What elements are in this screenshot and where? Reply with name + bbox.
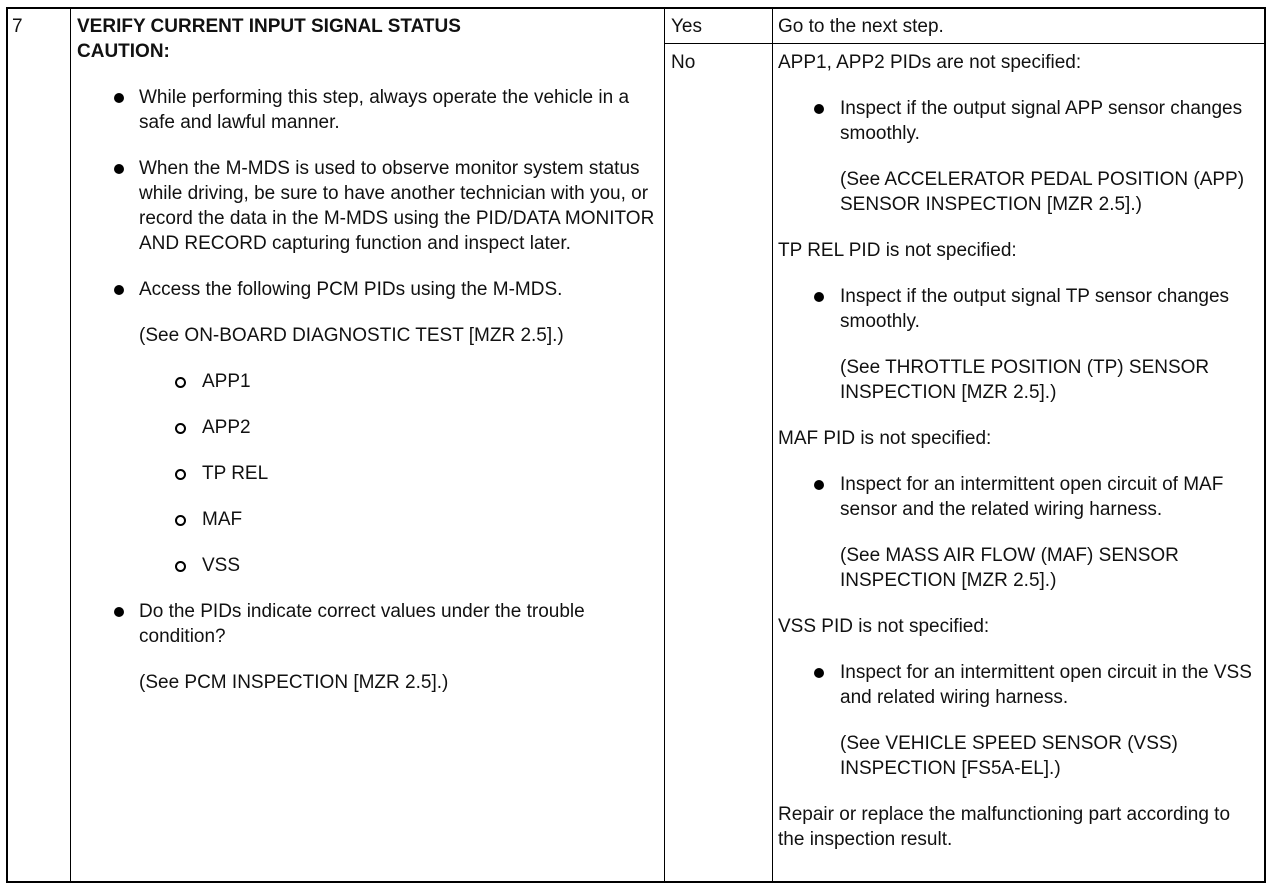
no-section-bullet: Inspect if the output signal APP sensor changes smoothly. bbox=[778, 96, 1258, 146]
pid-item: MAF bbox=[77, 507, 667, 532]
step-title: VERIFY CURRENT INPUT SIGNAL STATUS bbox=[77, 16, 461, 37]
caution-bullet: When the M-MDS is used to observe monitor system status while driving, be sure to have another technician with you, or record the data in the M-MDS using the PID/DATA MONITOR AND RECORD capturing function and inspect later. bbox=[77, 156, 667, 256]
step-content bbox=[77, 14, 667, 695]
pid-note: (See PCM INSPECTION [MZR 2.5].) bbox=[139, 672, 449, 693]
caution-label: CAUTION: bbox=[77, 41, 170, 62]
pid-item: VSS bbox=[77, 553, 667, 578]
pid-item: TP REL bbox=[77, 461, 667, 486]
no-label: No bbox=[671, 52, 696, 73]
column-divider bbox=[70, 9, 71, 881]
question-bullets bbox=[77, 599, 667, 649]
no-section-bullet: Inspect for an intermittent open circuit of MAF sensor and the related wiring harness. bbox=[778, 472, 1258, 522]
pid-item: APP1 bbox=[77, 369, 667, 394]
access-note: (See ON-BOARD DIAGNOSTIC TEST [MZR 2.5].) bbox=[139, 325, 564, 346]
no-section-bullet: Inspect if the output signal TP sensor changes smoothly. bbox=[778, 284, 1258, 334]
row-divider bbox=[664, 43, 1264, 44]
no-actions bbox=[778, 50, 1258, 852]
no-section-reference: (See VEHICLE SPEED SENSOR (VSS) INSPECTION [FS5A-EL].) bbox=[840, 733, 1178, 779]
caution-bullets bbox=[77, 85, 667, 302]
yes-label: Yes bbox=[671, 16, 702, 37]
caution-bullet: While performing this step, always operate the vehicle in a safe and lawful manner. bbox=[77, 85, 667, 135]
caution-bullet: Access the following PCM PIDs using the M-MDS. bbox=[77, 277, 667, 302]
no-section-bullet: Inspect for an intermittent open circuit in the VSS and related wiring harness. bbox=[778, 660, 1258, 710]
diagnostic-table bbox=[6, 7, 1266, 883]
no-section-reference: (See THROTTLE POSITION (TP) SENSOR INSPECTION [MZR 2.5].) bbox=[840, 357, 1210, 403]
no-section-heading: APP1, APP2 PIDs are not specified: bbox=[778, 52, 1082, 73]
no-section-reference: (See MASS AIR FLOW (MAF) SENSOR INSPECTION [MZR 2.5].) bbox=[840, 545, 1179, 591]
no-section-reference: (See ACCELERATOR PEDAL POSITION (APP) SENSOR INSPECTION [MZR 2.5].) bbox=[840, 169, 1245, 215]
yes-action: Go to the next step. bbox=[778, 16, 944, 37]
no-section-heading: TP REL PID is not specified: bbox=[778, 240, 1017, 261]
no-section-heading: MAF PID is not specified: bbox=[778, 428, 992, 449]
final-action: Repair or replace the malfunctioning part according to the inspection result. bbox=[778, 804, 1231, 850]
pid-list bbox=[77, 369, 667, 578]
step-number: 7 bbox=[12, 16, 23, 37]
column-divider bbox=[772, 9, 773, 881]
no-section-heading: VSS PID is not specified: bbox=[778, 616, 990, 637]
pid-item: APP2 bbox=[77, 415, 667, 440]
question-bullet: Do the PIDs indicate correct values under the trouble condition? bbox=[77, 599, 667, 649]
